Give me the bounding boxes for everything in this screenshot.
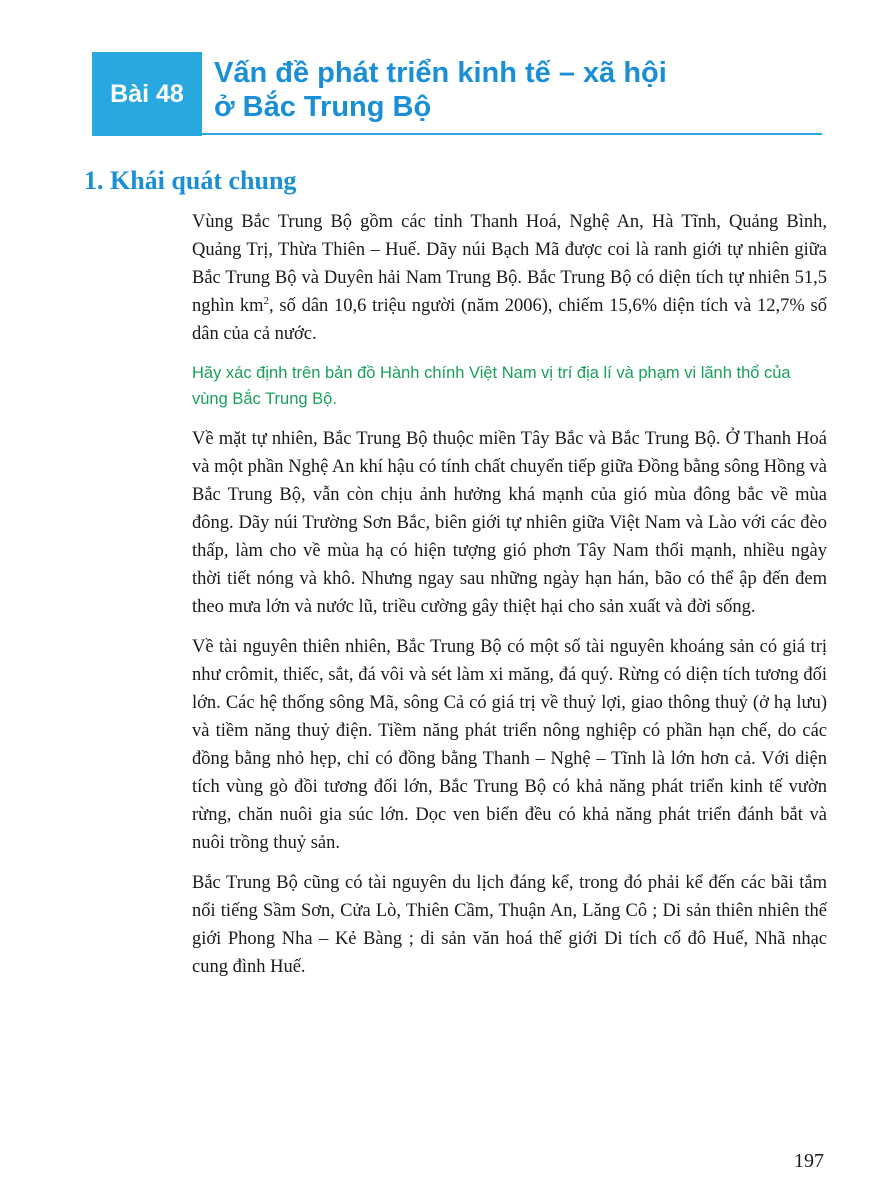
title-underline xyxy=(202,133,822,135)
question-prompt: Hãy xác định trên bản đồ Hành chính Việt Nam vị trí địa lí và phạm vi lãnh thổ của vùng Bắc Trung Bộ. xyxy=(192,364,791,408)
paragraph-tourism: Bắc Trung Bộ cũng có tài nguyên du lịch đáng kể, trong đó phải kể đến các bãi tắm nổi tiếng Sầm Sơn, Cửa Lò, Thiên Cầm, Thuận An, Lăng Cô ; Di sản thiên nhiên thế giới Phong Nha – Kẻ Bàng ; di sản văn hoá thế giới Di tích cố đô Huế, Nhã nhạc cung đình Huế. xyxy=(192,873,827,977)
lesson-number-badge: Bài 48 xyxy=(92,52,202,136)
paragraph-overview xyxy=(192,208,827,348)
superscript-2: 2 xyxy=(263,294,270,307)
paragraph-nature: Về mặt tự nhiên, Bắc Trung Bộ thuộc miền Tây Bắc và Bắc Trung Bộ. Ở Thanh Hoá và một phần Nghệ An khí hậu có tính chất chuyển tiếp giữa Đồng bằng sông Hồng và Bắc Trung Bộ, vẫn còn chịu ảnh hưởng khá mạnh của gió mùa đông bắc về mùa đông. Dãy núi Trường Sơn Bắc, biên giới tự nhiên giữa Việt Nam và Lào với các đèo thấp, làm cho về mùa hạ có hiện tượng gió phơn Tây Nam thổi mạnh, nhiều ngày thời tiết nóng và khô. Nhưng ngay sau những ngày hạn hán, bão có thể ập đến đem theo mưa lớn và nước lũ, triều cường gây thiệt hại cho sản xuất và đời sống. xyxy=(192,429,827,617)
section-heading: 1. Khái quát chung xyxy=(84,166,297,195)
lesson-title xyxy=(214,56,814,124)
paragraph-resources: Về tài nguyên thiên nhiên, Bắc Trung Bộ có một số tài nguyên khoáng sản có giá trị như crômit, thiếc, sắt, đá vôi và sét làm xi măng, đá quý. Rừng có diện tích tương đối lớn. Các hệ thống sông Mã, sông Cả có giá trị về thuỷ lợi, giao thông thuỷ (ở hạ lưu) và tiềm năng thuỷ điện. Tiềm năng phát triển nông nghiệp có phần hạn chế, do các đồng bằng nhỏ hẹp, chỉ có đồng bằng Thanh – Nghệ – Tĩnh là lớn hơn cả. Với diện tích vùng gò đồi tương đối lớn, Bắc Trung Bộ có khả năng phát triển kinh tế vườn rừng, chăn nuôi gia súc lớn. Dọc ven biển đều có khả năng phát triển đánh bắt và nuôi trồng thuỷ sản. xyxy=(192,637,827,853)
content-body xyxy=(192,208,827,993)
lesson-title-line-2: ở Bắc Trung Bộ xyxy=(214,91,432,123)
page-number: 197 xyxy=(794,1150,824,1172)
overview-text-a: Vùng Bắc Trung Bộ gồm các tỉnh Thanh Hoá, Nghệ An, Hà Tĩnh, Quảng Bình, Quảng Trị, Thừa Thiên – Huế. Dãy núi Bạch Mã được coi là ranh giới tự nhiên giữa Bắc Trung Bộ và Duyên hải Nam Trung Bộ. Bắc Trung Bộ có diện tích tự nhiên 51,5 nghìn km xyxy=(192,212,827,316)
lesson-header xyxy=(92,52,822,136)
overview-text-b: , số dân 10,6 triệu người (năm 2006), chiếm 15,6% diện tích và 12,7% số dân của cả nước. xyxy=(192,296,828,344)
lesson-title-line-1: Vấn đề phát triển kinh tế – xã hội xyxy=(214,57,667,89)
